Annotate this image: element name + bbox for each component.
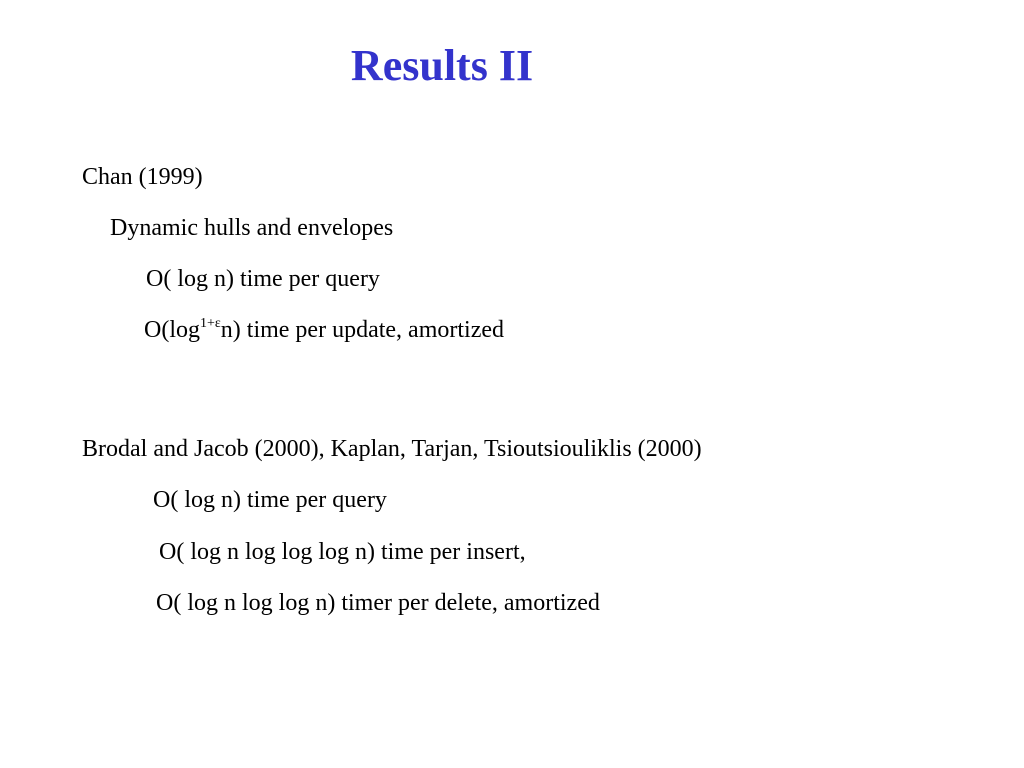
update-exponent: 1+ε xyxy=(200,316,221,331)
section1-subheading: Dynamic hulls and envelopes xyxy=(110,215,394,241)
section2-query-complexity: O( log n) time per query xyxy=(153,487,387,513)
section2-heading: Brodal and Jacob (2000), Kaplan, Tarjan, Tsioutsiouliklis (2000) xyxy=(82,436,702,462)
section2-delete-complexity: O( log n log log n) timer per delete, amortized xyxy=(156,590,600,616)
update-prefix: O(log xyxy=(144,317,200,343)
slide-title: Results II xyxy=(350,41,534,90)
update-suffix: n) time per update, amortized xyxy=(220,317,504,343)
section1-heading: Chan (1999) xyxy=(82,164,203,190)
section2-insert-complexity: O( log n log log log n) time per insert, xyxy=(159,539,526,565)
section1-query-complexity: O( log n) time per query xyxy=(146,266,380,292)
section1-update-complexity xyxy=(144,316,504,344)
